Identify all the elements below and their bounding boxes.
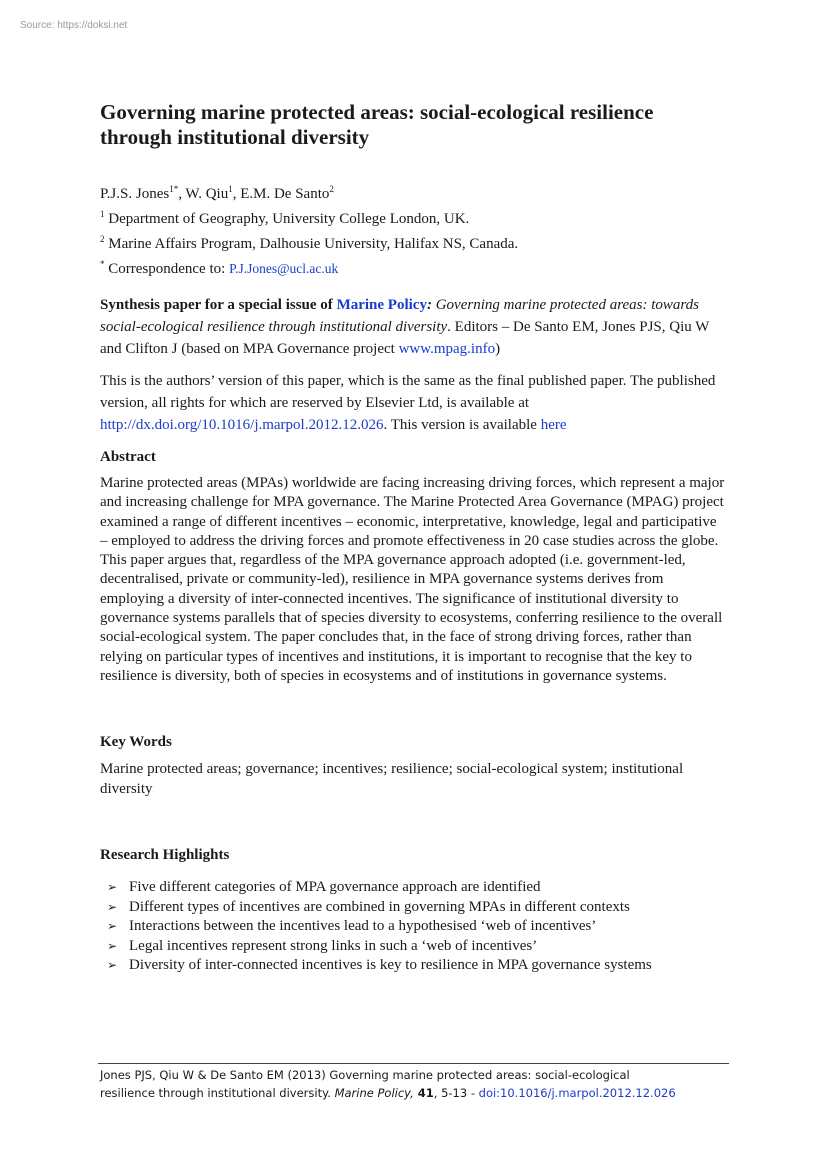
footer-journal: Marine Policy, [334, 1086, 414, 1100]
correspondence-email-link[interactable]: P.J.Jones@ucl.ac.uk [229, 261, 339, 276]
page-footer [100, 1066, 740, 1102]
footer-citation-line-2: resilience through institutional diversity. [100, 1086, 335, 1100]
highlights-list [100, 878, 725, 976]
source-watermark: Source: https://doksi.net [20, 20, 128, 31]
arrow-bullet-icon: ➢ [107, 880, 118, 895]
paper-page [100, 100, 725, 976]
arrow-bullet-icon: ➢ [107, 958, 118, 973]
footer-divider [98, 1063, 729, 1064]
highlights-heading: Research Highlights [100, 847, 230, 864]
abstract-heading: Abstract [100, 449, 156, 465]
arrow-bullet-icon: ➢ [107, 899, 118, 914]
version-note-text-2: . This version is available [383, 417, 541, 433]
special-issue-title: Governing marine protected areas: towards social-ecological resilience through institutional diversity [100, 297, 700, 335]
synthesis-colon: : [426, 297, 432, 313]
doi-link[interactable]: http://dx.doi.org/10.1016/j.marpol.2012.12.026 [100, 417, 384, 433]
affiliation-1-text: Department of Geography, University College London, UK. [108, 211, 470, 227]
affiliation-1-sup: 1 [100, 209, 105, 219]
list-item: ➢ Interactions between the incentives lead to a hypothesised ‘web of incentives’ [100, 917, 725, 937]
synthesis-close: ) [495, 341, 501, 357]
footer-citation-line-1: Jones PJS, Qiu W & De Santo EM (2013) Governing marine protected areas: social-ecological [100, 1068, 630, 1082]
list-item: ➢ Five different categories of MPA governance approach are identified [100, 878, 725, 898]
version-note [100, 370, 725, 436]
title-line-2: through institutional diversity [100, 125, 370, 149]
paper-title [100, 100, 725, 150]
mpag-url-link[interactable]: www.mpag.info [398, 341, 496, 357]
correspondence-sup: * [100, 259, 105, 269]
list-item: ➢ Legal incentives represent strong links in such a ‘web of incentives’ [100, 937, 725, 957]
keywords-text: Marine protected areas; governance; incentives; resilience; social-ecological system; institutional diversity [100, 761, 684, 798]
list-item: ➢ Different types of incentives are combined in governing MPAs in different contexts [100, 898, 725, 918]
synthesis-editors: . Editors – De Santo EM, Jones PJS, Qiu W and Clifton J (based on MPA Governance project [100, 319, 710, 357]
author-list [100, 183, 725, 205]
author-jones: P.J.S. Jones [100, 186, 170, 202]
affiliation-2-sup: 2 [100, 234, 105, 244]
footer-volume: 41 [413, 1086, 434, 1100]
footer-doi-link[interactable]: doi:10.1016/j.marpol.2012.12.026 [478, 1086, 676, 1100]
author-desanto-sup: 2 [329, 184, 334, 194]
synthesis-note [100, 294, 725, 360]
list-item: ➢ Diversity of inter-connected incentives is key to resilience in MPA governance systems [100, 956, 725, 976]
arrow-bullet-icon: ➢ [107, 938, 118, 953]
correspondence-label: Correspondence to: [108, 261, 230, 277]
arrow-bullet-icon: ➢ [107, 919, 118, 934]
title-line-1: Governing marine protected areas: social-ecological resilience [100, 100, 654, 124]
footer-pages: , 5-13 - [433, 1086, 479, 1100]
version-note-text-1: This is the authors’ version of this paper, which is the same as the final published paper. The published version, all rights for which are reserved by Elsevier Ltd, is available at [100, 373, 716, 411]
author-jones-sup: 1* [169, 184, 179, 194]
author-desanto: , E.M. De Santo [232, 186, 330, 202]
affiliation-2 [100, 233, 725, 255]
author-qiu-sup: 1 [228, 184, 233, 194]
abstract-text: Marine protected areas (MPAs) worldwide are facing increasing driving forces, which represent a major and increasing challenge for MPA governance. The Marine Protected Area Governance (MPAG) project examined a range of different incentives – economic, interpretative, knowledge, legal and participative – employed to address the driving forces and promote effectiveness in 20 case studies across the globe. This paper argues that, regardless of the MPA governance approach adopted (i.e. government-led, decentralised, private or community-led), resilience in MPA governance systems derives from employing a diversity of inter-connected incentives. The significance of institutional diversity to governance systems parallels that of species diversity to ecosystems, conferring resilience to the overall social-ecological system. The paper concludes that, in the face of strong driving forces, rather than relying on particular types of incentives and institutions, it is important to recognise that the key to resilience is diversity, both of species in ecosystems and of institutions in governance systems. [100, 475, 725, 684]
synthesis-prefix: Synthesis paper for a special issue of [100, 297, 337, 313]
affiliation-2-text: Marine Affairs Program, Dalhousie University, Halifax NS, Canada. [108, 236, 519, 252]
here-link[interactable]: here [540, 417, 567, 433]
author-qiu: , W. Qiu [178, 186, 229, 202]
keywords-heading: Key Words [100, 734, 172, 751]
marine-policy-link[interactable]: Marine Policy [336, 297, 427, 313]
correspondence [100, 258, 725, 280]
affiliation-1 [100, 208, 725, 230]
